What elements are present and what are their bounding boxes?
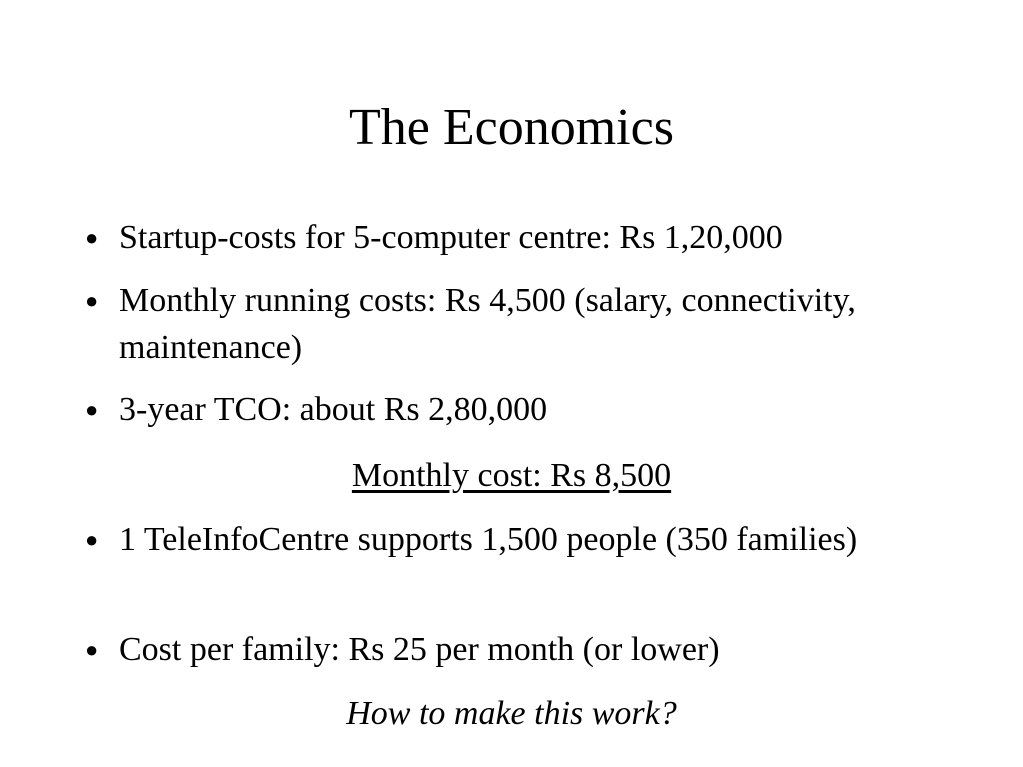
bullet-icon: ●	[85, 397, 99, 422]
bullet-icon: ●	[85, 288, 99, 313]
bullet-item-cost-per-family	[85, 626, 965, 673]
bullet-icon: ●	[85, 527, 99, 552]
monthly-cost-highlight: Monthly cost: Rs 8,500	[351, 457, 672, 494]
slide-title: The Economics	[349, 99, 674, 156]
closing-question: How to make this work?	[346, 695, 677, 732]
bullet-text: 3-year TCO: about Rs 2,80,000	[119, 391, 548, 428]
bullet-icon: ●	[85, 225, 99, 250]
bullet-icon: ●	[85, 637, 99, 662]
bullet-item-monthly-running-costs	[85, 277, 965, 371]
bullet-item-teleinfocentre	[85, 516, 965, 563]
bullet-text: Startup-costs for 5-computer centre: Rs 1,20,000	[119, 219, 783, 256]
bullet-text: Cost per family: Rs 25 per month (or lower)	[119, 631, 720, 668]
bullet-item-startup-costs	[85, 214, 965, 261]
bullet-text: 1 TeleInfoCentre supports 1,500 people (350 families)	[119, 521, 858, 558]
bullet-text: Monthly running costs: Rs 4,500 (salary, connectivity, maintenance)	[119, 282, 856, 366]
bullet-item-tco	[85, 386, 965, 433]
